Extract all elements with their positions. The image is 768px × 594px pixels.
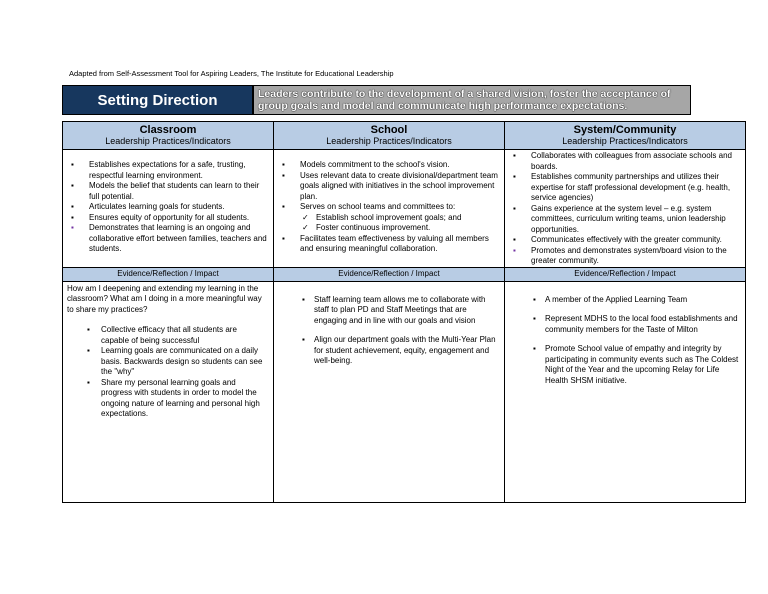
column-title: School — [370, 124, 408, 136]
list-item: ▪ Collaborates with colleagues from associate schools and boards. — [507, 151, 741, 172]
evidence-heading: Evidence/Reflection / Impact — [63, 267, 274, 281]
system-community-header — [505, 122, 746, 150]
list-item: ▪ A member of the Applied Learning Team — [511, 295, 739, 306]
setting-direction-banner — [62, 85, 691, 115]
column-subtitle: Leadership Practices/Indicators — [562, 136, 688, 146]
classroom-practices — [63, 150, 274, 268]
list-item: ▪ Ensures equity of opportunity for all students. — [65, 213, 269, 224]
list-item: ▪ Promote School value of empathy and integrity by participating in community events such as The Coldest Night of the Year and the upcoming Relay for Life Health SHSM initiative. — [511, 344, 739, 386]
system-community-practices — [505, 150, 746, 268]
list-item: ▪ Establishes community partnerships and utilizes their expertise for staff professional development (e.g. health, service agencies) — [507, 172, 741, 204]
list-item: ▪ Share my personal learning goals and progress with students in order to model the ongoing nature of learning and personal high expectations. — [67, 378, 267, 420]
list-item: ▪ Promotes and demonstrates system/board vision to the greater community. — [507, 246, 741, 267]
list-item: ▪ Staff learning team allows me to collaborate with staff to plan PD and Staff Meetings that are engaging and in line with our goals and vision — [280, 295, 498, 327]
list-item: ✓ Establish school improvement goals; and — [276, 213, 500, 224]
source-note: Adapted from Self-Assessment Tool for Aspiring Leaders, The Institute for Educational Leadership — [69, 69, 394, 78]
list-item: ▪ Models the belief that students can learn to their full potential. — [65, 181, 269, 202]
list-item: ▪ Uses relevant data to create divisional/department team goals aligned with initiatives in the school improvement plan. — [276, 171, 500, 203]
system-community-evidence — [505, 281, 746, 503]
list-item: ▪ Serves on school teams and committees to: — [276, 202, 500, 213]
evidence-question: How am I deepening and extending my learning in the classroom? What am I doing in a more meaningful way to share my practices? — [67, 283, 262, 314]
list-item: ▪ Demonstrates that learning is an ongoing and collaborative effort between families, teachers and students. — [65, 223, 269, 255]
list-item: ▪ Models commitment to the school's vision. — [276, 160, 500, 171]
list-item: ▪ Collective efficacy that all students are capable of being successful — [67, 325, 267, 346]
column-title: System/Community — [573, 124, 677, 136]
banner-title: Setting Direction — [63, 86, 254, 114]
column-subtitle: Leadership Practices/Indicators — [105, 136, 231, 146]
list-item: ▪ Establishes expectations for a safe, trusting, respectful learning environment. — [65, 160, 269, 181]
classroom-header — [63, 122, 274, 150]
list-item: ▪ Facilitates team effectiveness by valuing all members and ensuring meaningful collaboration. — [276, 234, 500, 255]
evidence-heading: Evidence/Reflection / Impact — [505, 267, 746, 281]
list-item: ▪ Learning goals are communicated on a daily basis. Backwards design so students can see the "why" — [67, 346, 267, 378]
column-subtitle: Leadership Practices/Indicators — [326, 136, 452, 146]
school-header — [274, 122, 505, 150]
classroom-evidence — [63, 281, 274, 503]
school-evidence — [274, 281, 505, 503]
column-title: Classroom — [139, 124, 197, 136]
list-item: ✓ Foster continuous improvement. — [276, 223, 500, 234]
leadership-grid — [62, 121, 746, 503]
school-practices — [274, 150, 505, 268]
list-item: ▪ Align our department goals with the Multi-Year Plan for student achievement, equity, engagement and well-being. — [280, 335, 498, 367]
list-item: ▪ Communicates effectively with the greater community. — [507, 235, 741, 246]
list-item: ▪ Represent MDHS to the local food establishments and community members for the Taste of Milton — [511, 314, 739, 335]
list-item: ▪ Articulates learning goals for students. — [65, 202, 269, 213]
evidence-heading: Evidence/Reflection / Impact — [274, 267, 505, 281]
list-item: ▪ Gains experience at the system level – e.g. system committees, curriculum writing teams, union leadership opportunities. — [507, 204, 741, 236]
banner-description: Leaders contribute to the development of a shared vision, foster the acceptance of group goals and model and communicate high performance expectations. — [254, 86, 690, 114]
